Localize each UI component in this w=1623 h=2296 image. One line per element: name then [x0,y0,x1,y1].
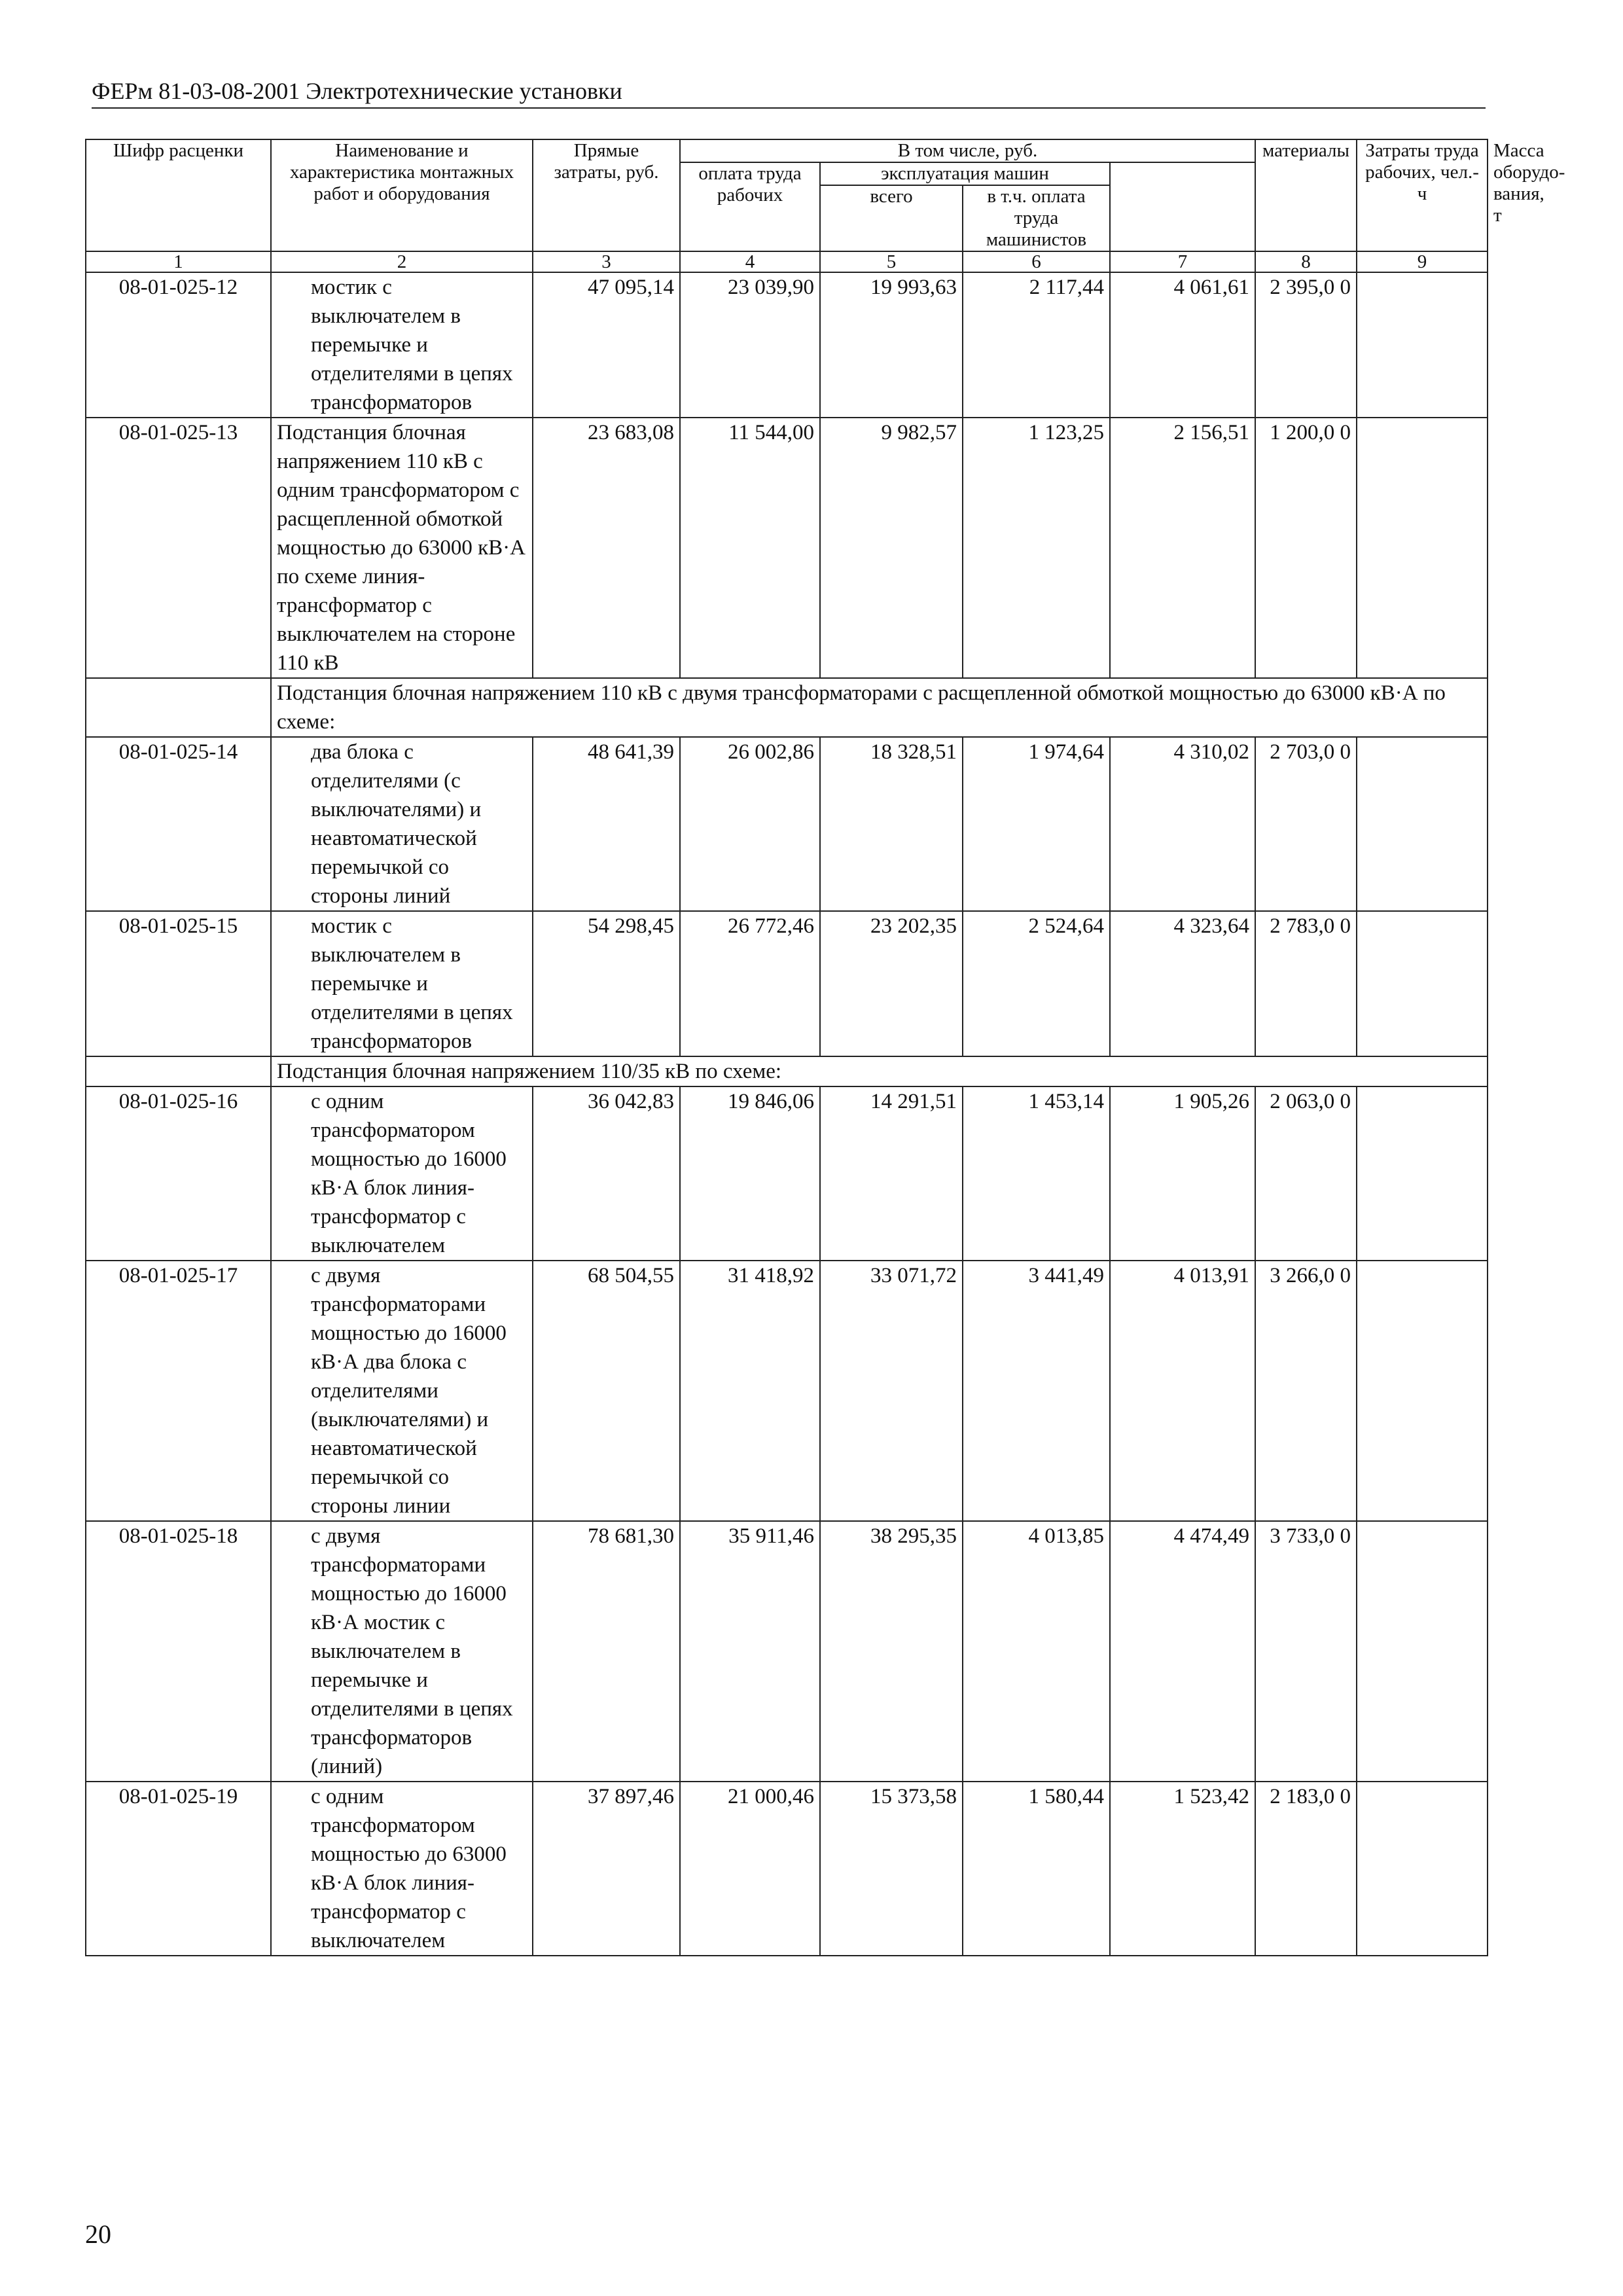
rate-code: 08-01-025-18 [86,1521,271,1782]
materials-cost: 2 156,51 [1110,418,1255,678]
machinist-wage: 1 580,44 [963,1782,1110,1956]
direct-cost: 23 683,08 [533,418,680,678]
materials-cost: 4 013,91 [1110,1261,1255,1521]
machinist-wage: 1 123,25 [963,418,1110,678]
rate-code: 08-01-025-12 [86,272,271,418]
col-number: 5 [820,251,963,272]
col-number: 9 [1357,251,1488,272]
wage-cost: 26 002,86 [680,737,820,911]
group-heading: Подстанция блочная напряжением 110 кВ с двумя трансформаторами с расщепленной обмоткой мощностью до 63000 кВ·А по схеме: [271,678,1488,737]
machinist-wage: 1 974,64 [963,737,1110,911]
direct-cost: 68 504,55 [533,1261,680,1521]
labor-hours: 2 063,0 0 [1255,1086,1357,1261]
machinist-wage: 4 013,85 [963,1521,1110,1782]
col-code-header: Шифр расценки [86,139,271,251]
group-row [86,678,1488,737]
labor-hours: 2 183,0 0 [1255,1782,1357,1956]
table-row [86,1521,1488,1782]
wage-cost: 19 846,06 [680,1086,820,1261]
equipment-mass [1357,1261,1488,1521]
rate-code: 08-01-025-13 [86,418,271,678]
col-number: 8 [1255,251,1357,272]
table-row [86,272,1488,418]
labor-hours: 2 395,0 0 [1255,272,1357,418]
table-header: Шифр расценки Наименование и характеристика монтажных работ и оборудования Прямые затраты, руб. В том числе, руб. материалы Затраты труда рабочих, чел.-ч Масса оборудо-вания, т оплата труда рабочих эксплуатация машин всего в т.ч. оплата труда машинистов 1 2 3 4 5 6 7 8 9 [86,139,1488,272]
table-row [86,1782,1488,1956]
col-machines-header: эксплуатация машин [820,162,1110,185]
materials-cost: 4 310,02 [1110,737,1255,911]
labor-hours: 3 266,0 0 [1255,1261,1357,1521]
wage-cost: 26 772,46 [680,911,820,1056]
machines-cost: 14 291,51 [820,1086,963,1261]
col-number: 3 [533,251,680,272]
col-including-header: В том числе, руб. [680,139,1255,162]
direct-cost: 36 042,83 [533,1086,680,1261]
materials-cost: 4 323,64 [1110,911,1255,1056]
table-row [86,1261,1488,1521]
direct-cost: 78 681,30 [533,1521,680,1782]
machines-cost: 9 982,57 [820,418,963,678]
work-name: с одним трансформатором мощностью до 16000 кВ·А блок линия-трансформатор с выключателем [271,1086,533,1261]
machinist-wage: 2 117,44 [963,272,1110,418]
direct-cost: 48 641,39 [533,737,680,911]
wage-cost: 31 418,92 [680,1261,820,1521]
equipment-mass [1357,1521,1488,1782]
wage-cost: 35 911,46 [680,1521,820,1782]
col-labor-header: Затраты труда рабочих, чел.-ч [1357,139,1488,251]
col-number: 4 [680,251,820,272]
machines-cost: 38 295,35 [820,1521,963,1782]
work-name: с одним трансформатором мощностью до 63000 кВ·А блок линия-трансформатор с выключателем [271,1782,533,1956]
page-header-title: ФЕРм 81-03-08-2001 Электротехнические установки [92,78,622,104]
equipment-mass [1357,737,1488,911]
page-number: 20 [85,2219,111,2249]
direct-cost: 47 095,14 [533,272,680,418]
wage-cost: 11 544,00 [680,418,820,678]
machines-cost: 18 328,51 [820,737,963,911]
wage-cost: 21 000,46 [680,1782,820,1956]
wage-cost: 23 039,90 [680,272,820,418]
col-number: 6 [963,251,1110,272]
page-header [92,77,1486,109]
rate-code: 08-01-025-15 [86,911,271,1056]
group-row [86,1056,1488,1086]
work-name: мостик с выключателем в перемычке и отделителями в цепях трансформаторов [271,911,533,1056]
direct-cost: 54 298,45 [533,911,680,1056]
work-name: Подстанция блочная напряжением 110 кВ с одним трансформатором с расщепленной обмоткой мощностью до 63000 кВ·А по схеме линия-трансформатор с выключателем на стороне 110 кВ [271,418,533,678]
col-number: 2 [271,251,533,272]
equipment-mass [1357,418,1488,678]
table-row [86,418,1488,678]
equipment-mass [1357,1086,1488,1261]
labor-hours: 1 200,0 0 [1255,418,1357,678]
col-number: 7 [1110,251,1255,272]
machines-cost: 19 993,63 [820,272,963,418]
table-row [86,911,1488,1056]
machinist-wage: 1 453,14 [963,1086,1110,1261]
labor-hours: 2 783,0 0 [1255,911,1357,1056]
group-heading: Подстанция блочная напряжением 110/35 кВ по схеме: [271,1056,1488,1086]
col-machines-total-header: всего [820,185,963,251]
labor-hours: 2 703,0 0 [1255,737,1357,911]
materials-cost: 4 474,49 [1110,1521,1255,1782]
table-body [86,272,1488,1956]
work-name: мостик с выключателем в перемычке и отделителями в цепях трансформаторов [271,272,533,418]
group-code-cell [86,1056,271,1086]
materials-cost: 1 523,42 [1110,1782,1255,1956]
machines-cost: 33 071,72 [820,1261,963,1521]
group-code-cell [86,678,271,737]
rate-code: 08-01-025-14 [86,737,271,911]
col-machinist-wage-header: в т.ч. оплата труда машинистов [963,185,1110,251]
machines-cost: 15 373,58 [820,1782,963,1956]
work-name: с двумя трансформаторами мощностью до 16000 кВ·А мостик с выключателем в перемычке и отделителями в цепях трансформаторов (линий) [271,1521,533,1782]
rate-code: 08-01-025-19 [86,1782,271,1956]
col-materials-header: материалы [1255,139,1357,251]
col-wage-header: оплата труда рабочих [680,162,820,251]
materials-cost: 1 905,26 [1110,1086,1255,1261]
col-number: 1 [86,251,271,272]
rate-code: 08-01-025-16 [86,1086,271,1261]
machinist-wage: 3 441,49 [963,1261,1110,1521]
rates-table [85,139,1565,1956]
work-name: с двумя трансформаторами мощностью до 16000 кВ·А два блока с отделителями (выключателями) и неавтоматической перемычкой со стороны линии [271,1261,533,1521]
work-name: два блока с отделителями (с выключателями) и неавтоматической перемычкой со стороны линий [271,737,533,911]
equipment-mass [1357,272,1488,418]
col-name-header: Наименование и характеристика монтажных работ и оборудования [271,139,533,251]
materials-cost: 4 061,61 [1110,272,1255,418]
direct-cost: 37 897,46 [533,1782,680,1956]
equipment-mass [1357,911,1488,1056]
col-direct-header: Прямые затраты, руб. [533,139,680,251]
machinist-wage: 2 524,64 [963,911,1110,1056]
equipment-mass [1357,1782,1488,1956]
table-row [86,1086,1488,1261]
labor-hours: 3 733,0 0 [1255,1521,1357,1782]
rate-code: 08-01-025-17 [86,1261,271,1521]
table-row [86,737,1488,911]
machines-cost: 23 202,35 [820,911,963,1056]
